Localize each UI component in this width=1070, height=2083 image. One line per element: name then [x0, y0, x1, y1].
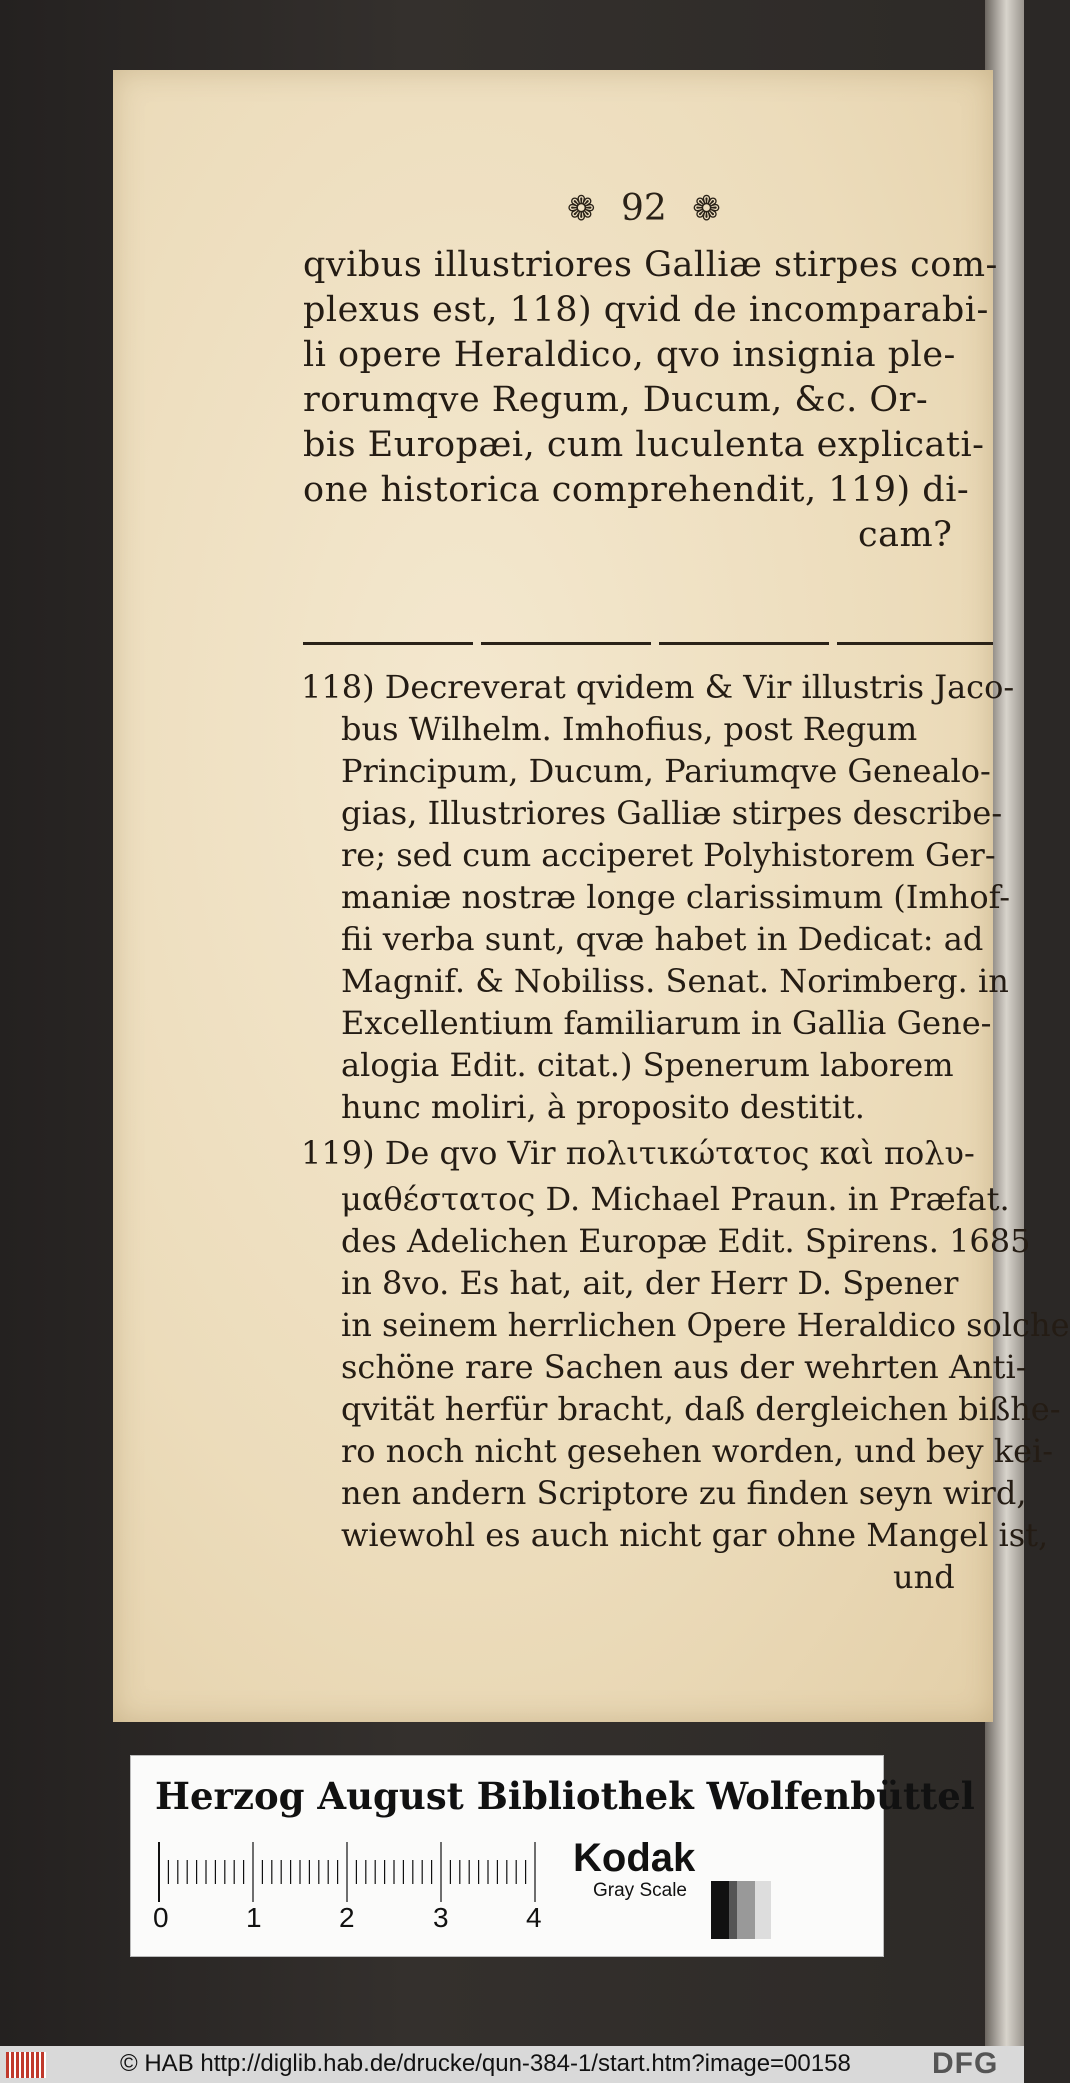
ruler-number: 4 [526, 1902, 542, 1933]
footnote-line: gias, Illustriores Galliæ stirpes describe- [341, 794, 1003, 832]
gray-swatch [737, 1881, 755, 1939]
gray-scale-label: Gray Scale [593, 1880, 687, 1901]
main-text-line: bis Europæi, cum luculenta explicati- [303, 425, 985, 465]
ruler-number: 2 [339, 1902, 355, 1933]
footnote-line: nen andern Scriptore zu finden seyn wird, [341, 1474, 1027, 1512]
footnote-line: in seinem herrlichen Opere Heraldico solche [341, 1306, 1070, 1344]
main-text-line: cam? [858, 515, 953, 555]
footnote-line: Excellentium familiarum in Gallia Gene- [341, 1004, 992, 1042]
footnote-line: alogia Edit. citat.) Spenerum laborem [341, 1046, 954, 1084]
main-text-line: one historica comprehendit, 119) di- [303, 470, 970, 510]
dfg-logo: DFG [932, 2047, 999, 2080]
footnote-line: und [893, 1558, 955, 1596]
gray-swatch [729, 1881, 737, 1939]
footnote-line: fii verba sunt, qvæ habet in Dedicat: ad [341, 920, 984, 958]
gray-swatch [711, 1881, 729, 1939]
footnote-line: qvität herfür bracht, daß dergleichen bißhe- [341, 1390, 1061, 1428]
main-text-line: plexus est, 118) qvid de incomparabi- [303, 290, 989, 330]
footnote-line: hunc moliri, à proposito destitit. [341, 1088, 865, 1126]
footnote-line: schöne rare Sachen aus der wehrten Anti- [341, 1348, 1027, 1386]
footnote-line: re; sed cum acciperet Polyhistorem Ger- [341, 836, 996, 874]
footnote-line: ro noch nicht gesehen worden, und bey kei- [341, 1432, 1054, 1470]
ruler-number: 0 [153, 1902, 169, 1933]
ruler-number: 1 [246, 1902, 262, 1933]
footnote-line: Magnif. & Nobiliss. Senat. Norimberg. in [341, 962, 1009, 1000]
footnote-line: 119) De qvo Vir πολιτικώτατος καὶ πολυ- [301, 1134, 975, 1172]
gray-scale-swatches [711, 1881, 771, 1939]
main-text-line: li opere Heraldico, qvo insignia ple- [303, 335, 956, 375]
ornament-left-icon: ❁ [567, 189, 596, 229]
footnote-line: wiewohl es auch nicht gar ohne Mangel ist, [341, 1516, 1049, 1554]
kodak-logo: Kodak [573, 1836, 696, 1880]
footnote-separator-rule [303, 642, 993, 645]
main-text-line: rorumqve Regum, Ducum, &c. Or- [303, 380, 929, 420]
footnote-line: in 8vo. Es hat, ait, der Herr D. Spener [341, 1264, 959, 1302]
library-name: Herzog August Bibliothek Wolfenbüttel [155, 1774, 975, 1818]
footnote-line: Principum, Ducum, Pariumqve Genealo- [341, 752, 991, 790]
footnote-line: 118) Decreverat qvidem & Vir illustris Jaco- [301, 668, 1015, 706]
book-page [113, 70, 1070, 1722]
library-label-card [130, 1755, 975, 1957]
footnote-line: bus Wilhelm. Imhofius, post Regum [341, 710, 918, 748]
ornament-right-icon: ❁ [692, 189, 721, 229]
ruler-number: 3 [433, 1902, 449, 1933]
footnote-line: des Adelichen Europæ Edit. Spirens. 1685 [341, 1222, 1031, 1260]
barcode-icon [6, 2052, 46, 2078]
gray-swatch [755, 1881, 771, 1939]
ruler-scale [159, 1842, 539, 1902]
page-header [553, 188, 735, 229]
page-number: 92 [620, 188, 667, 229]
main-text-line: qvibus illustriores Galliæ stirpes com- [303, 245, 998, 285]
copyright-link[interactable]: © HAB http://diglib.hab.de/drucke/qun-384-1/start.htm?image=00158 [120, 2050, 851, 2077]
footer-bar [0, 2046, 1024, 2083]
footnote-line: maniæ nostræ longe clarissimum (Imhof- [341, 878, 1011, 916]
footnote-line: μαθέστατος D. Michael Praun. in Præfat. [341, 1180, 1010, 1218]
